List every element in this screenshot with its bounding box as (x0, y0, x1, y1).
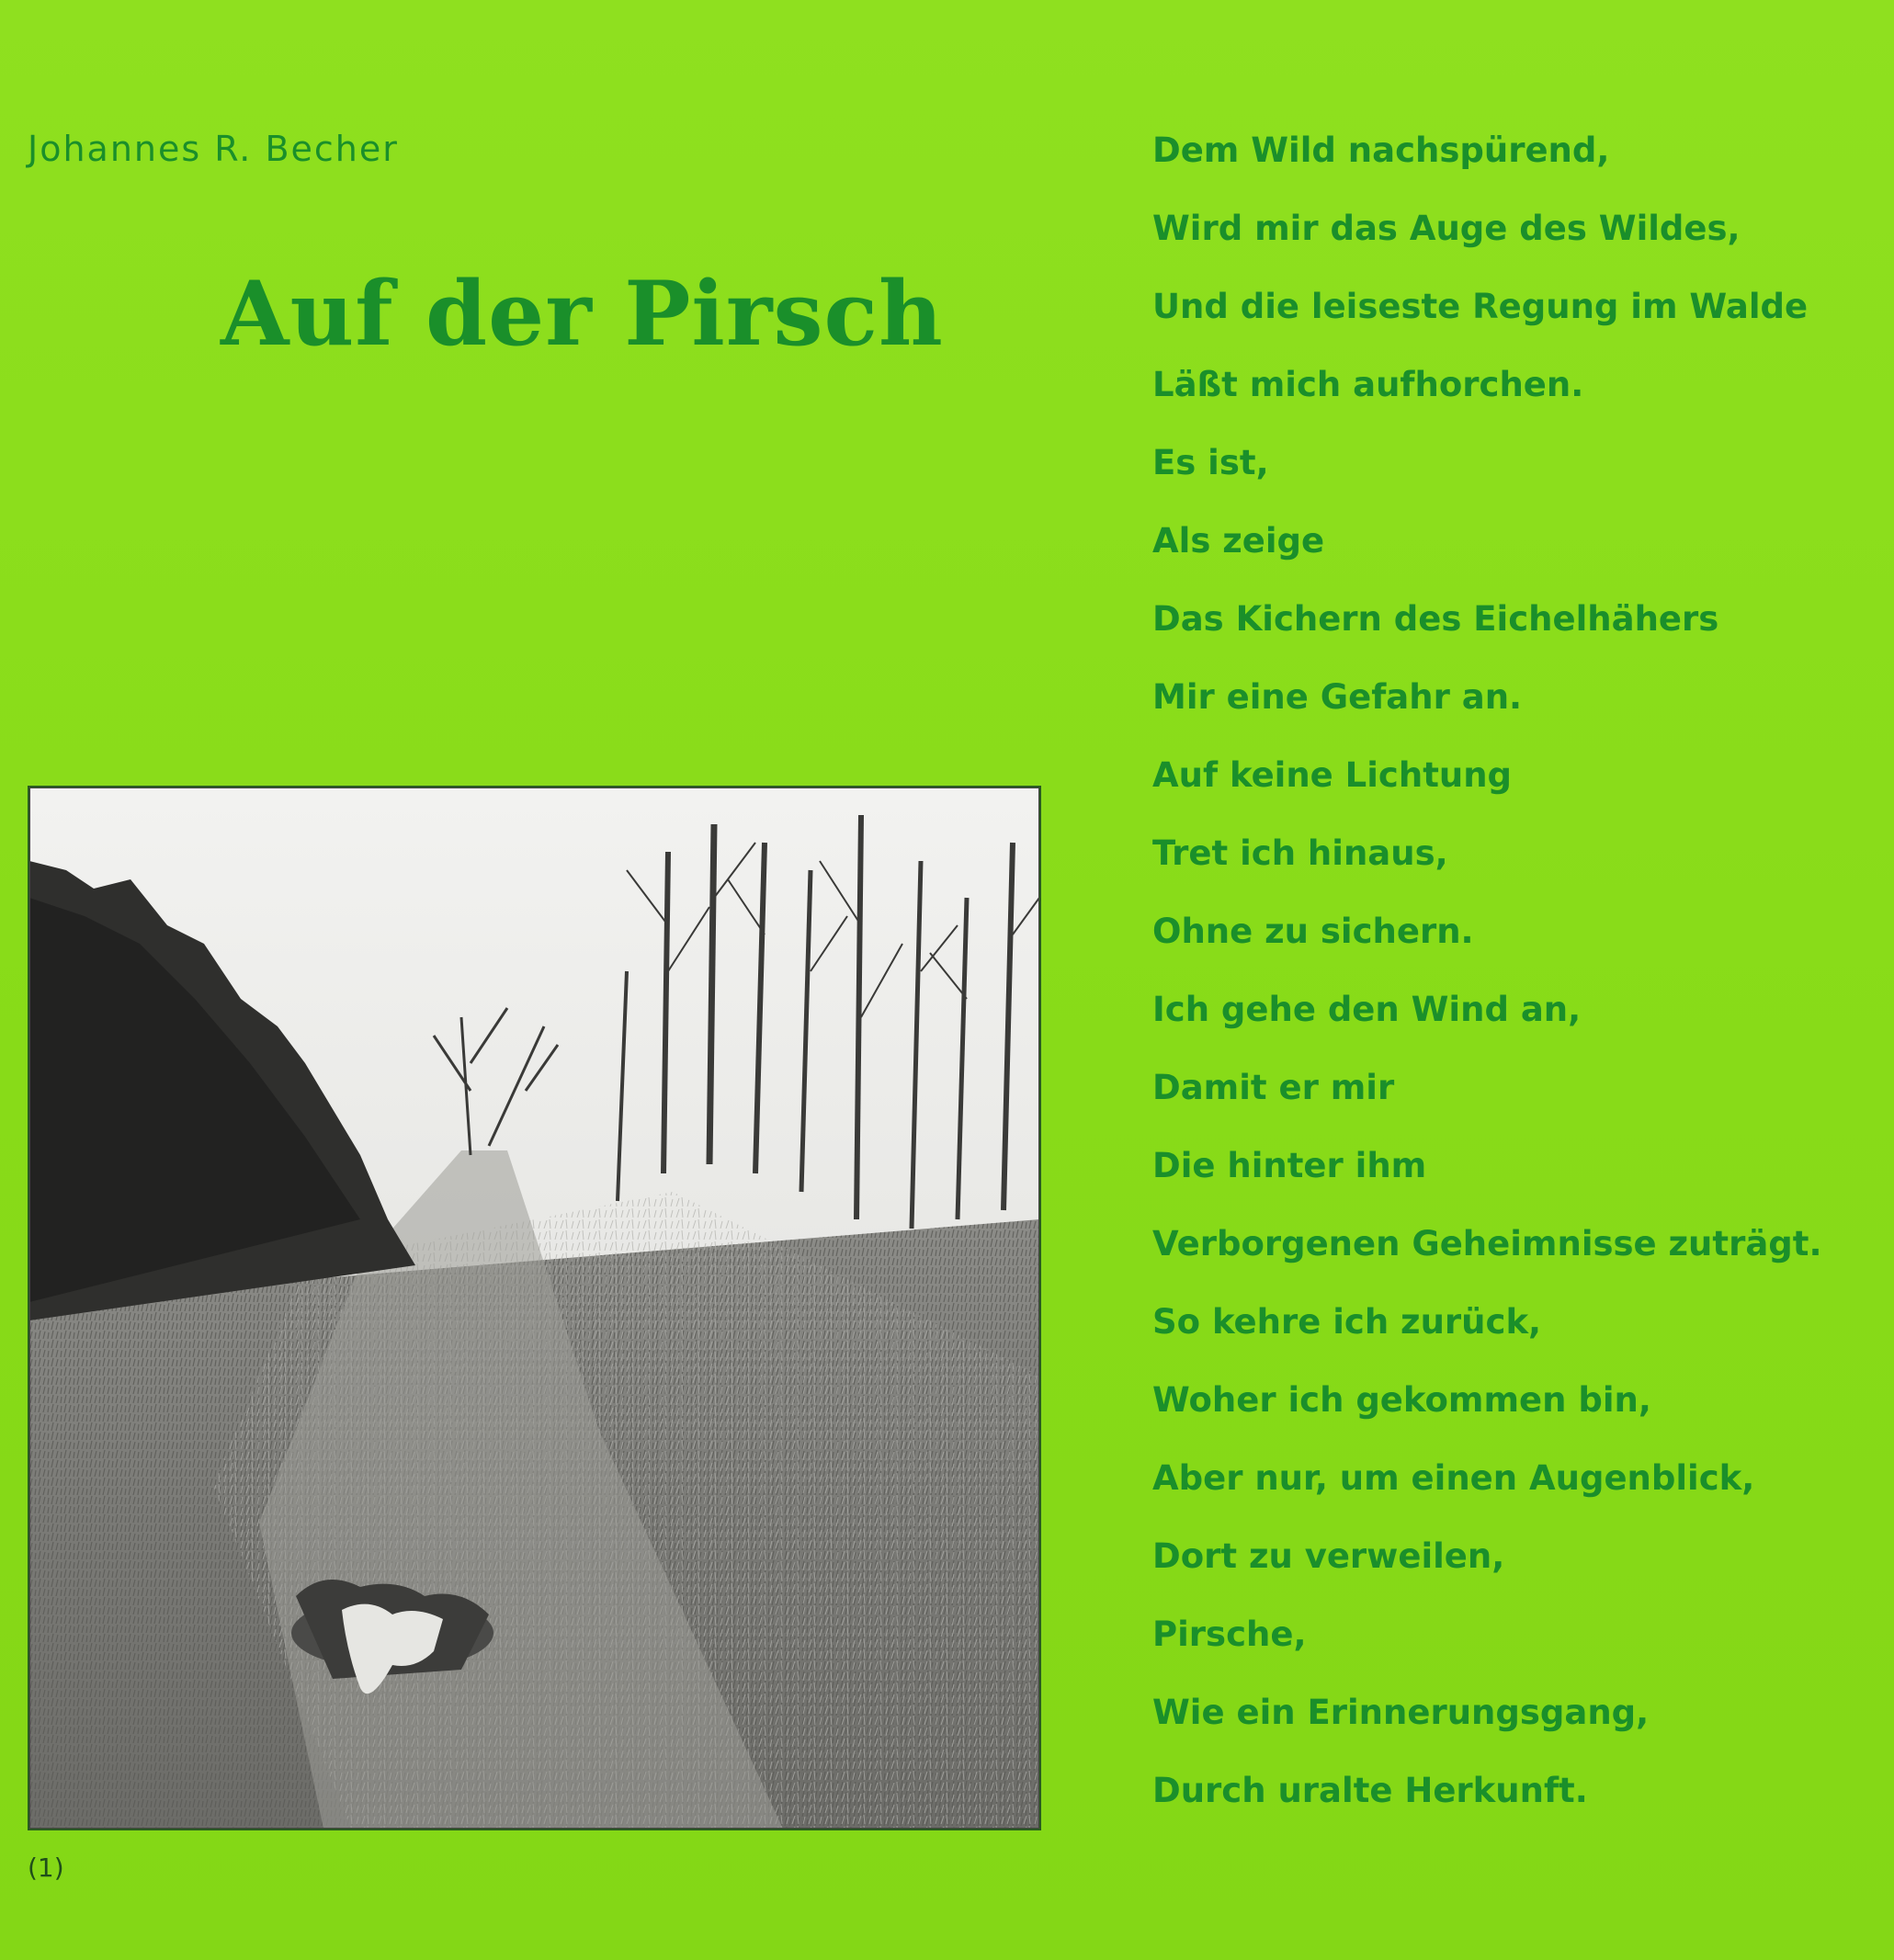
poem-line: Die hinter ihm (1152, 1146, 1427, 1185)
forest-path-photo (28, 786, 1041, 1830)
poem-line: Wird mir das Auge des Wildes, (1152, 209, 1741, 248)
poem-text (1152, 121, 1822, 1840)
poem-line: Mir eine Gefahr an. (1152, 677, 1523, 717)
poem-line: Woher ich gekommen bin, (1152, 1380, 1651, 1420)
poem-line: Tret ich hinaus, (1152, 833, 1448, 873)
plate-label: (1) (28, 1852, 64, 1883)
poem-line: Wie ein Erinnerungsgang, (1152, 1693, 1650, 1732)
poem-line: Damit er mir (1152, 1068, 1395, 1107)
author-name: Johannes R. Becher (28, 129, 399, 169)
poem-line: Auf keine Lichtung (1152, 755, 1513, 795)
poem-line: So kehre ich zurück, (1152, 1302, 1542, 1342)
poem-line: Dort zu verweilen, (1152, 1536, 1505, 1576)
poem-line: Und die leiseste Regung im Walde (1152, 287, 1809, 326)
poem-line: Verborgenen Geheimnisse zuträgt. (1152, 1224, 1822, 1263)
poem-line: Ohne zu sichern. (1152, 912, 1474, 951)
poem-line: Es ist, (1152, 443, 1269, 482)
poem-line: Läßt mich aufhorchen. (1152, 365, 1584, 404)
poem-line: Ich gehe den Wind an, (1152, 990, 1582, 1029)
poem-line: Als zeige (1152, 521, 1325, 561)
poem-line: Das Kichern des Eichelhähers (1152, 599, 1719, 639)
poem-line: Dem Wild nachspürend, (1152, 130, 1610, 170)
poem-line: Durch uralte Herkunft. (1152, 1771, 1588, 1810)
poem-line: Aber nur, um einen Augenblick, (1152, 1458, 1755, 1498)
poem-title: Auf der Pirsch (221, 262, 944, 366)
poem-line: Pirsche, (1152, 1614, 1307, 1654)
